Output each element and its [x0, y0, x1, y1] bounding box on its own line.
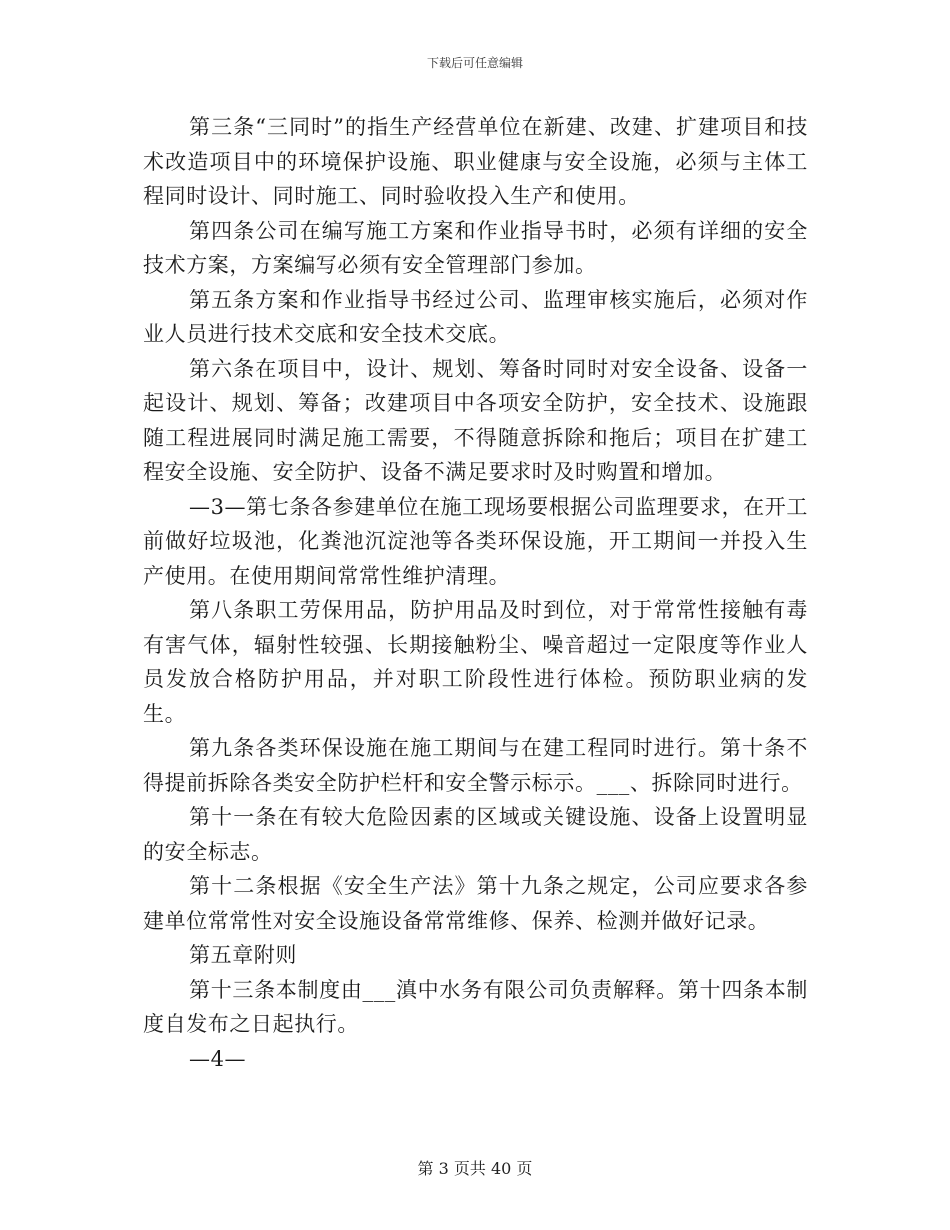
- paragraph-article-13-14: 第十三条本制度由___滇中水务有限公司负责解释。第十四条本制度自发布之日起执行。: [143, 977, 808, 1036]
- paragraph-article-4: 第四条公司在编写施工方案和作业指导书时，必须有详细的安全技术方案，方案编写必须有安全管理部门参加。: [143, 218, 808, 277]
- document-body: [143, 110, 808, 1076]
- chapter-heading: 第五章附则: [189, 943, 297, 967]
- page-number: 第 3 页共 40 页: [417, 1159, 533, 1178]
- paragraph-article-5: 第五条方案和作业指导书经过公司、监理审核实施后，必须对作业人员进行技术交底和安全技术交底。: [143, 287, 808, 346]
- paragraph-article-6: 第六条在项目中，设计、规划、筹备时同时对安全设备、设备一起设计、规划、筹备；改建项目中各项安全防护，安全技术、设施跟随工程进展同时满足施工需要，不得随意拆除和拖后；项目在扩建工程安全设施、安全防护、设备不满足要求时及时购置和增加。: [143, 356, 808, 484]
- paragraph-article-7: —3—第七条各参建单位在施工现场要根据公司监理要求，在开工前做好垃圾池，化粪池沉淀池等各类环保设施，开工期间一并投入生产使用。在使用期间常常性维护清理。: [143, 494, 808, 588]
- paragraph-article-12: 第十二条根据《安全生产法》第十九条之规定，公司应要求各参建单位常常性对安全设施设备常常维修、保养、检测并做好记录。: [143, 874, 808, 933]
- paragraph-article-11: 第十一条在有较大危险因素的区域或关键设施、设备上设置明显的安全标志。: [143, 805, 808, 864]
- paragraph-article-8: 第八条职工劳保用品，防护用品及时到位，对于常常性接触有毒有害气体，辐射性较强、长期接触粉尘、噪音超过一定限度等作业人员发放合格防护用品，并对职工阶段性进行体检。预防职业病的发生。: [143, 598, 808, 726]
- paragraph-article-3: 第三条“三同时”的指生产经营单位在新建、改建、扩建项目和技术改造项目中的环境保护设施、职业健康与安全设施，必须与主体工程同时设计、同时施工、同时验收投入生产和使用。: [143, 115, 808, 208]
- page-header-note: 下载后可任意编辑: [426, 56, 523, 70]
- inline-page-marker: —4—: [189, 1046, 247, 1071]
- paragraph-article-9-10: 第九条各类环保设施在施工期间与在建工程同时进行。第十条不得提前拆除各类安全防护栏杆和安全警示标示。___、拆除同时进行。: [143, 736, 808, 795]
